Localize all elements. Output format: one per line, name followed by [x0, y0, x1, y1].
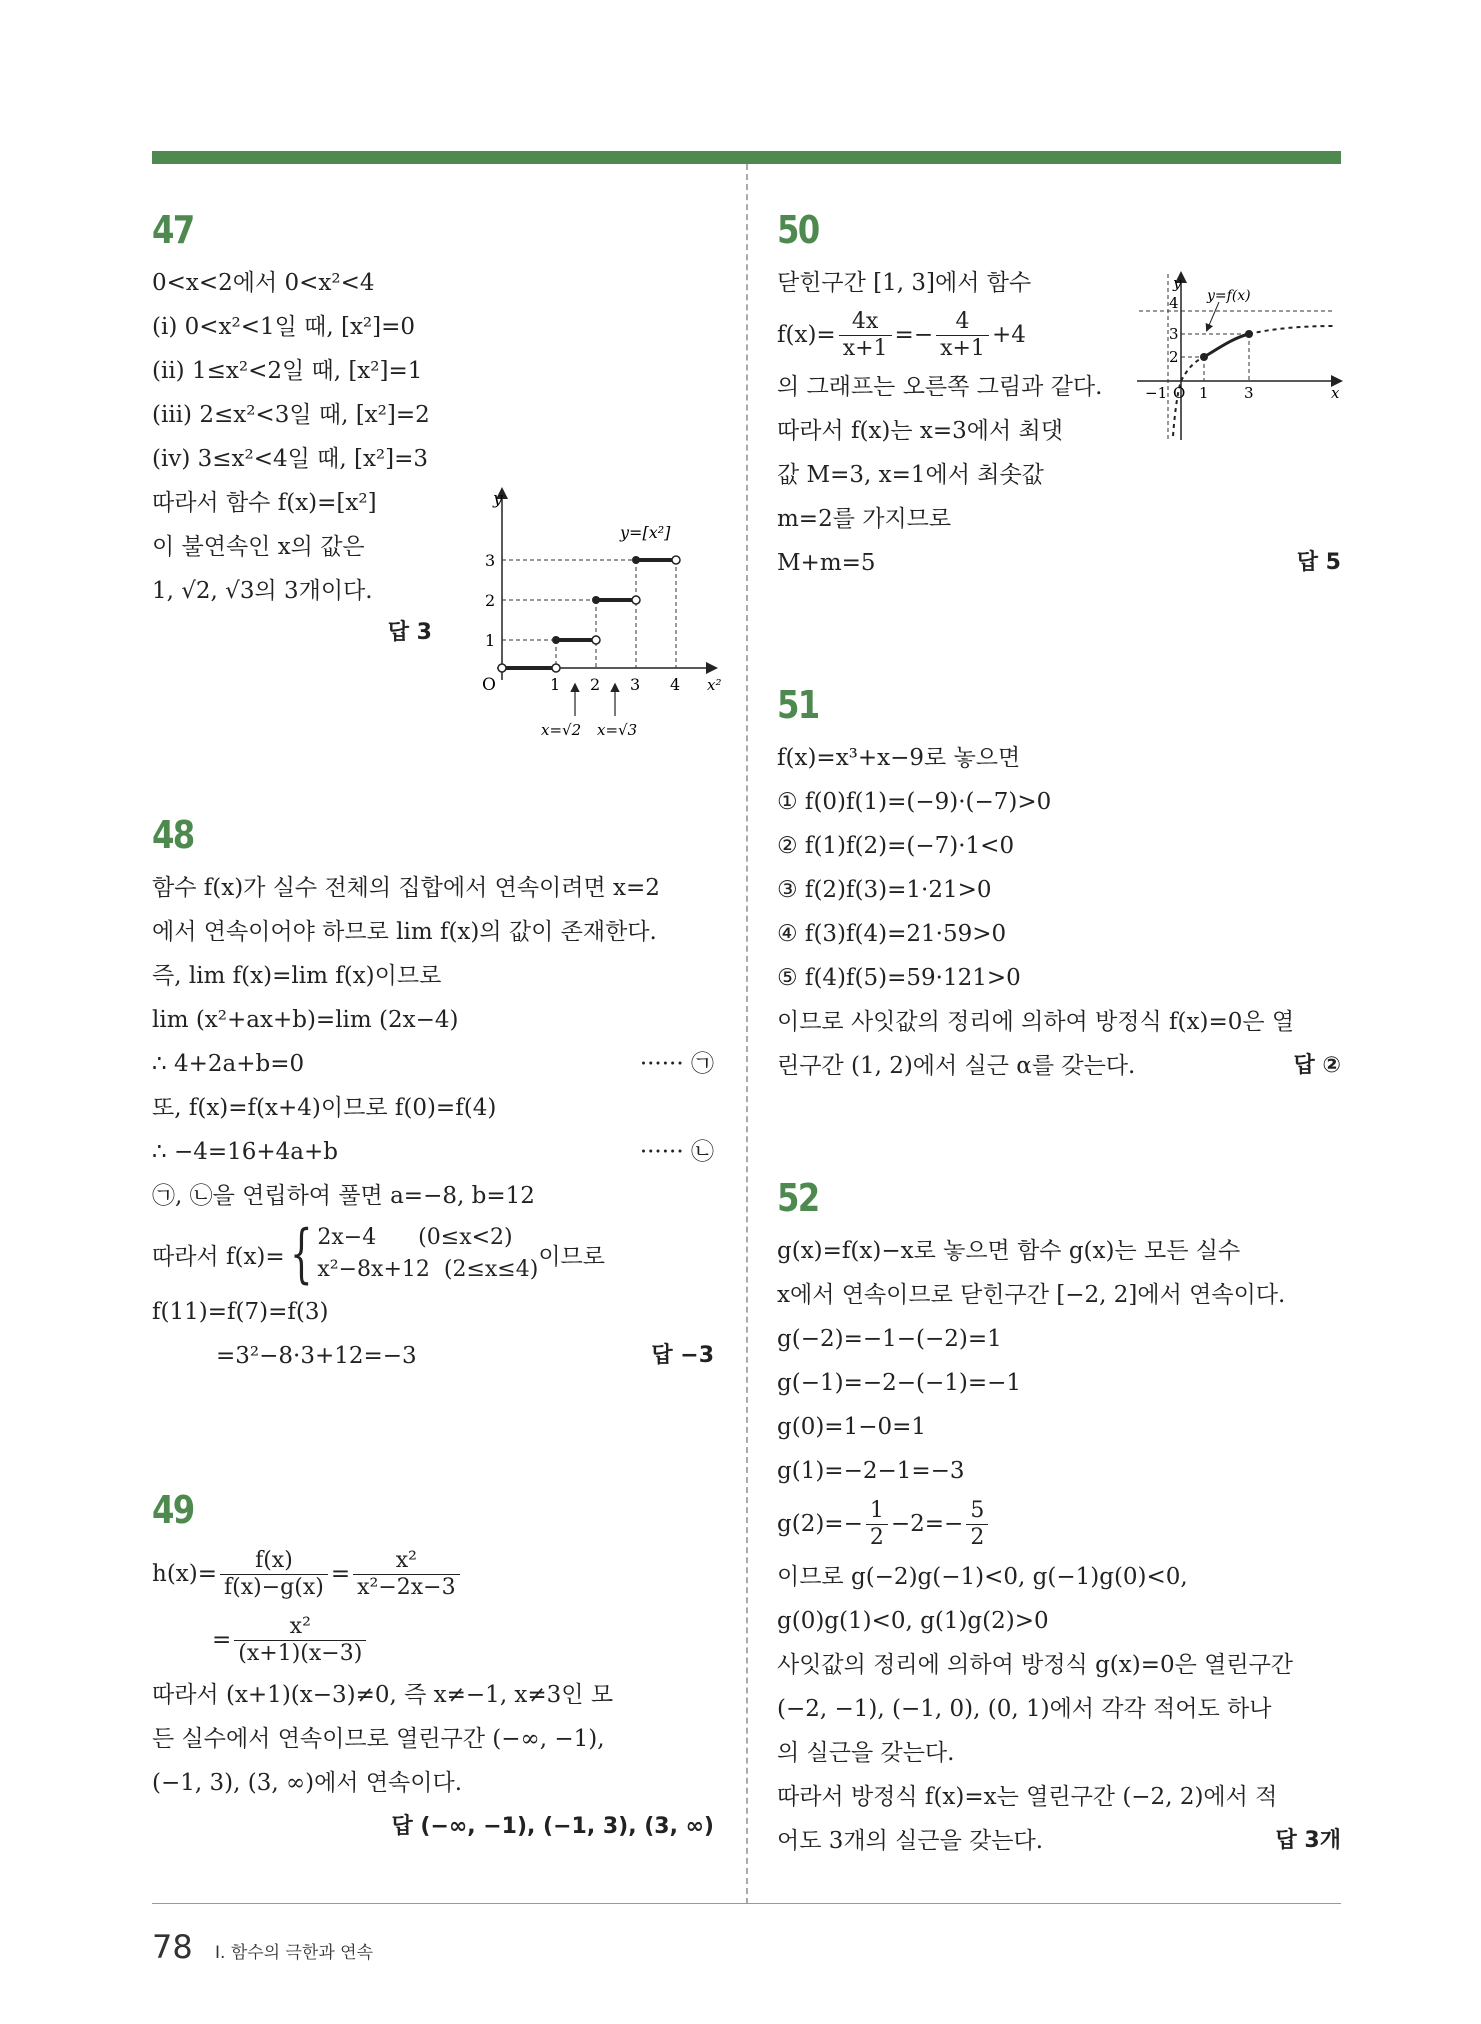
solution-line: 이므로 사잇값의 정리에 의하여 방정식 f(x)=0은 열	[777, 1009, 1295, 1035]
problem-47	[152, 205, 722, 739]
origin-label: O	[1173, 384, 1186, 402]
problem-49	[152, 1485, 714, 1849]
answer: 답 −3	[651, 1343, 714, 1368]
solution-line: g(−2)=−1−(−2)=1	[777, 1326, 1002, 1352]
y-tick-label: 3	[485, 551, 496, 570]
solution-line: ③ f(2)f(3)=1·21>0	[777, 877, 992, 903]
answer: 답 (−∞, −1), (−1, 3), (3, ∞)	[391, 1814, 714, 1839]
function-label: y=[x²]	[620, 523, 671, 542]
x-axis-label: x	[1331, 384, 1340, 402]
solution-line	[152, 1042, 714, 1086]
piecewise-definition	[152, 1218, 714, 1290]
problem-number: 51	[777, 683, 819, 727]
solution-line	[777, 1044, 1341, 1088]
fraction: $\frac{5}{2}$	[966, 1498, 988, 1551]
cases	[317, 1222, 538, 1286]
y-tick-label: 3	[1169, 325, 1179, 343]
case-line: x²−8x+12 (2≤x≤4)	[317, 1257, 539, 1282]
equals: =−	[894, 322, 934, 348]
equation: ∴ 4+2a+b=0	[152, 1051, 305, 1077]
problem-number: 48	[152, 813, 194, 857]
x-tick-label: 1	[550, 675, 561, 694]
solution-line	[777, 541, 1341, 585]
equation-label: g(2)=−	[777, 1511, 863, 1537]
solution-line: (−2, −1), (−1, 0), (0, 1)에서 각각 적어도 하나	[777, 1696, 1272, 1722]
header-band	[152, 151, 1341, 164]
fraction: $\frac{1}{2}$	[866, 1498, 888, 1551]
solution-line: ㉠, ㉡을 연립하여 풀면 a=−8, b=12	[152, 1183, 535, 1209]
solution-line: (ⅳ) 3≤x²<4일 때, [x²]=3	[152, 446, 429, 472]
y-tick-label: 2	[1169, 348, 1179, 366]
problem-number: 49	[152, 1488, 194, 1532]
equation-label: h(x)=	[152, 1561, 218, 1587]
solution-line: m=2를 가지므로	[777, 506, 952, 532]
y-axis-label: y	[493, 489, 503, 509]
solution-line: 1, √2, √3의 3개이다.	[152, 578, 373, 604]
solution-line: f(11)=f(7)=f(3)	[152, 1299, 329, 1325]
y-tick-label: 1	[485, 631, 496, 650]
solution-line: 따라서 (x+1)(x−3)≠0, 즉 x≠−1, x≠3인 모	[152, 1682, 614, 1708]
chapter-title: Ⅰ. 함수의 극한과 연속	[215, 1943, 374, 1963]
solution-line: 함수 f(x)가 실수 전체의 집합에서 연속이려면 x=2	[152, 875, 660, 901]
solution-line: ② f(1)f(2)=(−7)·1<0	[777, 833, 1015, 859]
x-tick-label: 3	[1244, 384, 1254, 402]
x-tick-label: 2	[590, 675, 601, 694]
solution-line: ④ f(3)f(4)=21·59>0	[777, 921, 1007, 947]
problem-48	[152, 810, 714, 1378]
step-function-graph	[457, 480, 727, 740]
footer-rule	[152, 1903, 1341, 1904]
piecewise-prefix: 따라서 f(x)=	[152, 1243, 285, 1270]
arrow-label: x=√2	[541, 721, 582, 739]
arrow-label: x=√3	[597, 721, 638, 739]
y-tick-label: 4	[1169, 294, 1179, 312]
equation: ∴ −4=16+4a+b	[152, 1139, 338, 1165]
solution-line: x에서 연속이므로 닫힌구간 [−2, 2]에서 연속이다.	[777, 1282, 1286, 1308]
x-axis-label: x²	[707, 676, 722, 694]
equation: M+m=5	[777, 550, 876, 576]
answer: 답 3	[387, 620, 432, 645]
case-line: 2x−4 (0≤x<2)	[317, 1225, 513, 1250]
brace: {	[289, 1217, 313, 1291]
solution-line: 닫힌구간 [1, 3]에서 함수	[777, 270, 1032, 296]
rational-function-graph	[1135, 270, 1345, 450]
solution-line: ⑤ f(4)f(5)=59·121>0	[777, 965, 1021, 991]
solution-line: (ⅲ) 2≤x²<3일 때, [x²]=2	[152, 402, 430, 428]
answer: 답 3개	[1275, 1828, 1341, 1853]
answer: 답 5	[1296, 550, 1341, 575]
fraction: $\frac{f(x)}{f(x)-g(x)}$	[220, 1548, 328, 1601]
problem-52	[777, 1173, 1341, 1863]
solution-line: (ⅰ) 0<x²<1일 때, [x²]=0	[152, 314, 416, 340]
solution-line: f(x)=x³+x−9로 놓으면	[777, 745, 1021, 771]
problem-51	[777, 680, 1341, 1088]
equals: =	[212, 1627, 232, 1653]
problem-number: 52	[777, 1176, 819, 1220]
fraction: $\frac{4x}{x+1}$	[839, 309, 892, 362]
x-tick-label: 4	[670, 675, 681, 694]
equation-marker: ······ ㉠	[639, 1051, 714, 1077]
fraction: $\frac{\text{x²}}{\text{x²−2x−3}}$	[353, 1548, 460, 1601]
equation-label: f(x)=	[777, 322, 836, 348]
y-axis-label: y	[1173, 274, 1182, 292]
equation: =3²−8·3+12=−3	[216, 1343, 417, 1369]
page-number: 78	[152, 1928, 193, 1966]
equation-line	[152, 1607, 714, 1673]
solution-line: (ⅱ) 1≤x²<2일 때, [x²]=1	[152, 358, 423, 384]
equals: =	[330, 1561, 351, 1587]
solution-line: lim (x²+ax+b)=lim (2x−4)	[152, 1007, 459, 1033]
fraction: $\frac{\text{x²}}{(x+1)(x-3)}$	[234, 1614, 366, 1667]
solution-line: 사잇값의 정리에 의하여 방정식 g(x)=0은 열린구간	[777, 1652, 1294, 1678]
solution-line: g(1)=−2−1=−3	[777, 1458, 965, 1484]
solution-line: 의 그래프는 오른쪽 그림과 같다.	[777, 374, 1103, 400]
solution-line: 또, f(x)=f(x+4)이므로 f(0)=f(4)	[152, 1095, 497, 1121]
solution-line: ① f(0)f(1)=(−9)·(−7)>0	[777, 789, 1052, 815]
solution-line: 0<x<2에서 0<x²<4	[152, 270, 375, 296]
equation: 어도 3개의 실근을 갖는다.	[777, 1828, 1044, 1854]
equation: 린구간 (1, 2)에서 실근 α를 갖는다.	[777, 1053, 1136, 1079]
fraction: $\frac{4}{x+1}$	[936, 309, 989, 362]
x-tick-label: −1	[1145, 384, 1168, 402]
solution-line: g(−1)=−2−(−1)=−1	[777, 1370, 1022, 1396]
solution-line: 의 실근을 갖는다.	[777, 1740, 955, 1766]
solution-line: 이므로 g(−2)g(−1)<0, g(−1)g(0)<0,	[777, 1564, 1188, 1590]
solution-line: 따라서 함수 f(x)=[x²]	[152, 490, 377, 516]
solution-line: 따라서 방정식 f(x)=x는 열린구간 (−2, 2)에서 적	[777, 1784, 1278, 1810]
equation-line	[152, 1541, 714, 1607]
answer: 답 ②	[1293, 1053, 1341, 1078]
solution-line: g(0)=1−0=1	[777, 1414, 927, 1440]
solution-line	[152, 1130, 714, 1174]
solution-line: 즉, lim f(x)=lim f(x)이므로	[152, 963, 442, 989]
equals: −2=−	[890, 1511, 964, 1537]
solution-line: 이 불연속인 x의 값은	[152, 534, 365, 560]
equation-line	[777, 1493, 1341, 1555]
solution-line: g(x)=f(x)−x로 놓으면 함수 g(x)는 모든 실수	[777, 1238, 1241, 1264]
function-label: y=f(x)	[1207, 288, 1251, 304]
problem-number: 47	[152, 208, 194, 252]
solution-line: 에서 연속이어야 하므로 lim f(x)의 값이 존재한다.	[152, 919, 657, 945]
solution-line	[777, 1819, 1341, 1863]
column-divider	[746, 164, 748, 1904]
piecewise-suffix: 이므로	[538, 1243, 605, 1270]
equation-tail: +4	[991, 322, 1026, 348]
y-tick-label: 2	[485, 591, 496, 610]
solution-line: 값 M=3, x=1에서 최솟값	[777, 462, 1044, 488]
equation-marker: ······ ㉡	[639, 1139, 714, 1165]
problem-50	[777, 205, 1341, 585]
solution-line: (−1, 3), (3, ∞)에서 연속이다.	[152, 1770, 463, 1796]
solution-line: 든 실수에서 연속이므로 열린구간 (−∞, −1),	[152, 1726, 605, 1752]
problem-number: 50	[777, 208, 819, 252]
solution-line: 따라서 f(x)는 x=3에서 최댓	[777, 418, 1063, 444]
x-tick-label: 1	[1199, 384, 1209, 402]
solution-line: g(0)g(1)<0, g(1)g(2)>0	[777, 1608, 1049, 1634]
x-tick-label: 3	[630, 675, 641, 694]
solution-line	[152, 1334, 714, 1378]
origin-label: O	[482, 675, 496, 695]
